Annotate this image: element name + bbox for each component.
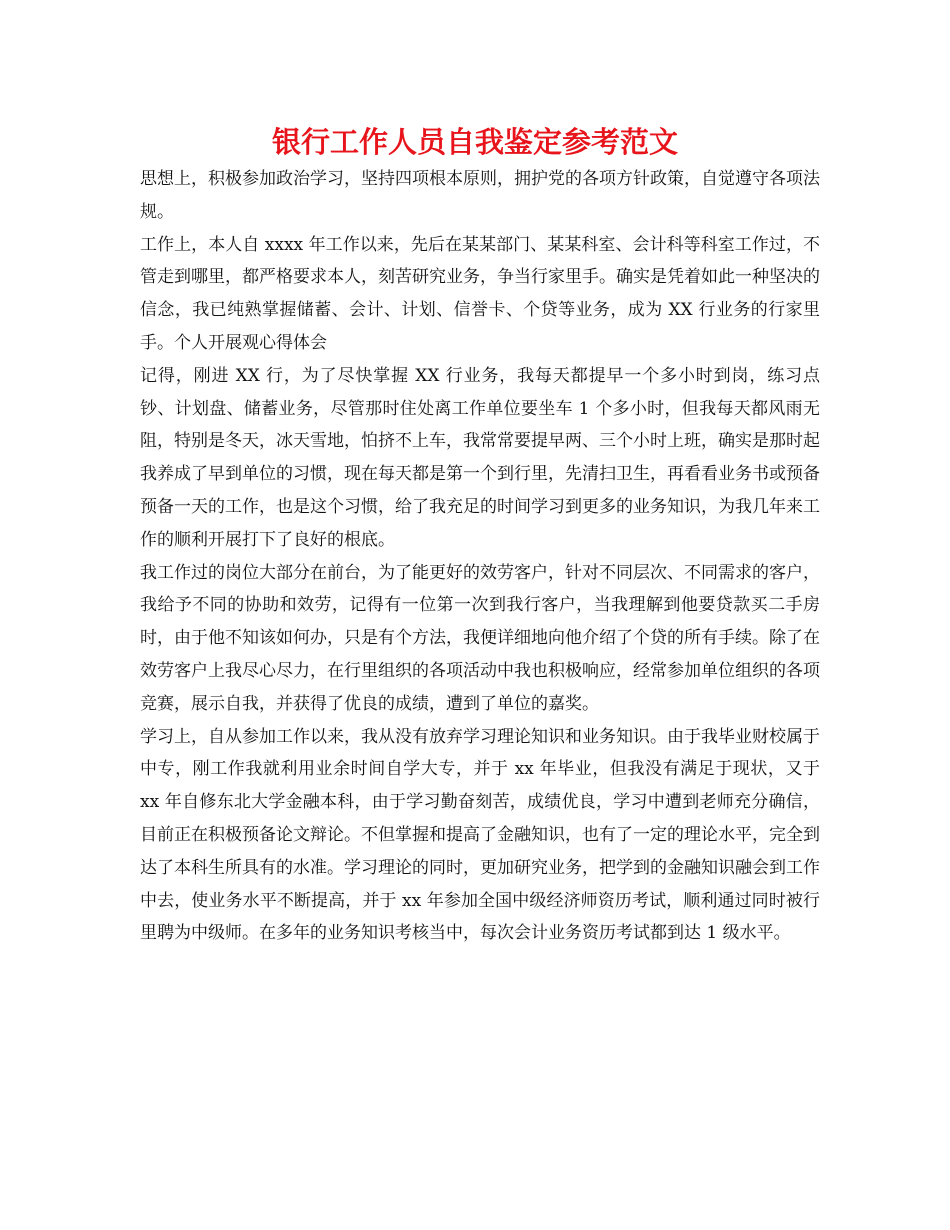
paragraph-memory: 记得，刚进 XX 行，为了尽快掌握 XX 行业务，我每天都提早一个多小时到岗，练习点钞、计划盘、储蓄业务，尽管那时住处离工作单位要坐车 1 个多小时，但我每天都风雨无阻，特别是冬天，冰天雪地，怕挤不上车，我常常要提早两、三个小时上班，确实是那时起我养成了早到单位的习惯，现在每天都是第一个到行里，先清扫卫生，再看看业务书或预备预备一天的工作，也是这个习惯，给了我充足的时间学习到更多的业务知识，为我几年来工作的顺利开展打下了良好的根底。 (140, 365, 820, 550)
paragraph-ideology: 思想上，积极参加政治学习，坚持四项根本原则，拥护党的各项方针政策，自觉遵守各项法规。 (140, 169, 820, 222)
document-title: 银行工作人员自我鉴定参考范文 (271, 125, 678, 159)
paragraph-service: 我工作过的岗位大部分在前台，为了能更好的效劳客户，针对不同层次、不同需求的客户，我给予不同的协助和效劳，记得有一位第一次到我行客户，当我理解到他要贷款买二手房时，由于他不知该如何办，只是有个方法，我便详细地向他介绍了个贷的所有手续。除了在效劳客户上我尽心尽力，在行里组织的各项活动中我也积极响应，经常参加单位组织的各项竞赛，展示自我，并获得了优良的成绩，遭到了单位的嘉奖。 (140, 562, 820, 714)
document-body (140, 163, 820, 950)
paragraph-study: 学习上，自从参加工作以来，我从没有放弃学习理论知识和业务知识。由于我毕业财校属于中专，刚工作我就利用业余时间自学大专，并于 xx 年毕业，但我没有满足于现状，又于 xx 年自修东北大学金融本科，由于学习勤奋刻苦，成绩优良，学习中遭到老师充分确信，目前正在积极预备论文辩论。不但掌握和提高了金融知识，也有了一定的理论水平，完全到达了本科生所具有的水准。学习理论的同时，更加研究业务，把学到的金融知识融会到工作中去，使业务水平不断提高，并于 xx 年参加全国中级经济师资历考试，顺利通过同时被行里聘为中级师。在多年的业务知识考核当中，每次会计业务资历考试都到达 1 级水平。 (140, 726, 820, 944)
paragraph-work: 工作上，本人自 xxxx 年工作以来，先后在某某部门、某某科室、会计科等科室工作过，不管走到哪里，都严格要求本人，刻苦研究业务，争当行家里手。确实是凭着如此一种坚决的信念，我已纯熟掌握储蓄、会计、计划、信誉卡、个贷等业务，成为 XX 行业务的行家里手。个人开展观心得体会 (140, 234, 820, 353)
